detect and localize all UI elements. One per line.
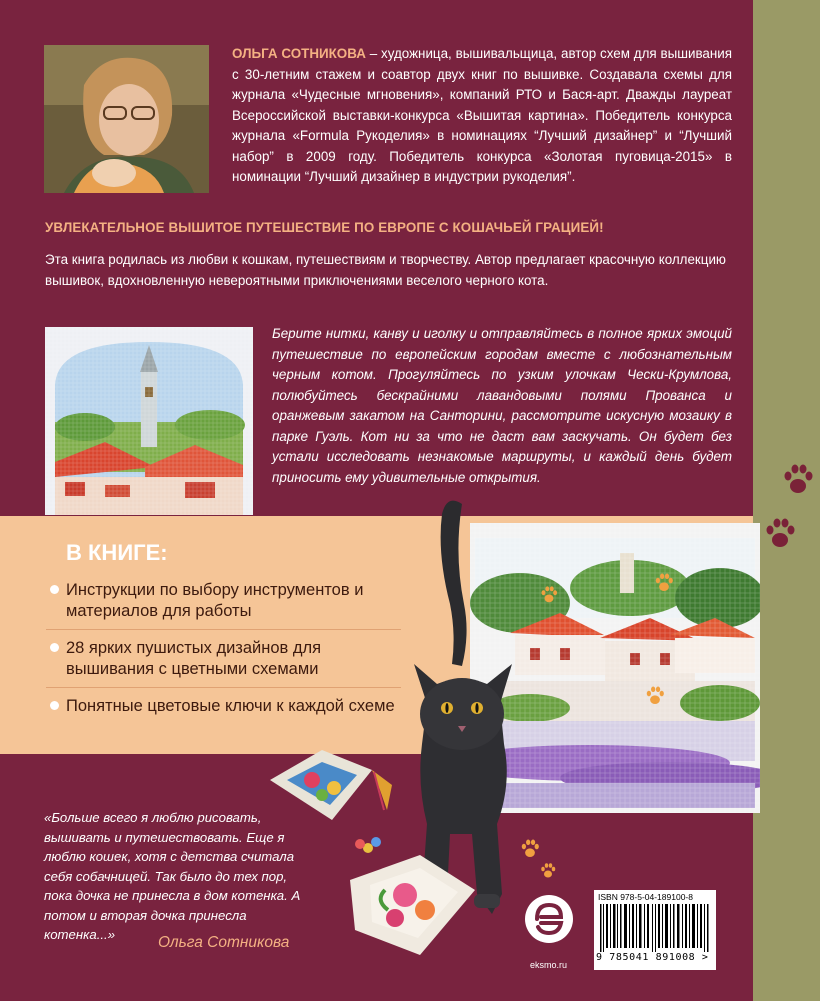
embroidered-pillow-image bbox=[330, 830, 490, 970]
headline: УВЛЕКАТЕЛЬНОЕ ВЫШИТОЕ ПУТЕШЕСТВИЕ ПО ЕВРОПЕ С КОШАЧЬЕЙ ГРАЦИЕЙ! bbox=[45, 220, 604, 235]
list-item: Понятные цветовые ключи к каждой схеме bbox=[46, 687, 401, 725]
list-item: Инструкции по выбору инструментов и материалов для работы bbox=[46, 572, 401, 629]
eksmo-logo-icon bbox=[523, 893, 575, 945]
paw-print-icon bbox=[782, 462, 814, 498]
isbn-label: ISBN 978-5-04-189100-8 bbox=[598, 892, 693, 902]
isbn-digits: 9 785041 891008 > bbox=[596, 952, 709, 963]
paw-print-icon bbox=[540, 862, 556, 880]
quote-author: Ольга Сотникова bbox=[158, 934, 290, 951]
author-bio bbox=[232, 44, 732, 188]
in-book-title: В КНИГЕ: bbox=[66, 540, 168, 565]
barcode-icon bbox=[600, 904, 712, 952]
author-quote: «Больше всего я люблю рисовать, вышивать и путешествовать. Еще я люблю кошек, хотя с детства считала себя собачницей. Так было до тех пор, пока дочка не принесла в дом котенка. А потом и вторая дочка принесла котенка...» bbox=[44, 810, 301, 942]
bullet-icon bbox=[50, 643, 59, 652]
paw-print-icon bbox=[540, 585, 558, 605]
isbn-barcode-box bbox=[594, 890, 716, 970]
list-item: 28 ярких пушистых дизайнов для вышивания с цветными схемами bbox=[46, 629, 401, 687]
features-list bbox=[46, 572, 401, 725]
spine-strip bbox=[753, 0, 820, 1001]
author-name: ОЛЬГА СОТНИКОВА bbox=[232, 46, 366, 61]
publisher-url: eksmo.ru bbox=[530, 960, 568, 970]
cross-stitch-town-image bbox=[45, 327, 253, 515]
author-bio-text: – художница, вышивальщица, автор схем для вышивания с 30-летним стажем и соавтор двух книг по вышивке. Создавала схемы для журнала «Чудесные мгновения», компаний РТО и Бася-арт. Дважды лауреат Всероссийской выставки-конкурса «Вышитая картина». Победитель конкурса журнала «Formula Рукоделия» в номинациях “Лучший дизайнер” и “Лучший набор” в 2009 году. Победитель конкурса «Золотая пуговица-2015» в номинации “Лучший дизайнер в индустрии рукоделия”. bbox=[232, 46, 732, 184]
author-photo bbox=[44, 45, 209, 193]
paw-print-icon bbox=[654, 572, 674, 594]
bullet-icon bbox=[50, 585, 59, 594]
paw-print-icon bbox=[645, 685, 665, 707]
bullet-icon bbox=[50, 701, 59, 710]
journey-paragraph: Берите нитки, канву и иголку и отправляйтесь в полное ярких эмоций путешествие по европейским городам вместе с любознательным черным котом. Прогуляйтесь по узким улочкам Чески-Крумлова, полюбуйтесь бескрайними лавандовыми полями Прованса и оранжевым закатом на Санторини, рассмотрите искусную мозаику в парке Гуэль. Кот ни за что не даст вам заскучать. Он будет без устали исследовать незнакомые маршруты, и каждый день будет приносить ему удивительные открытия. bbox=[272, 326, 732, 485]
intro-paragraph: Эта книга родилась из любви к кошкам, путешествиям и творчеству. Автор предлагает красочную коллекцию вышивок, вдохновленную невероятными приключениями веселого черного кота. bbox=[45, 252, 726, 288]
paw-print-icon bbox=[764, 516, 796, 552]
